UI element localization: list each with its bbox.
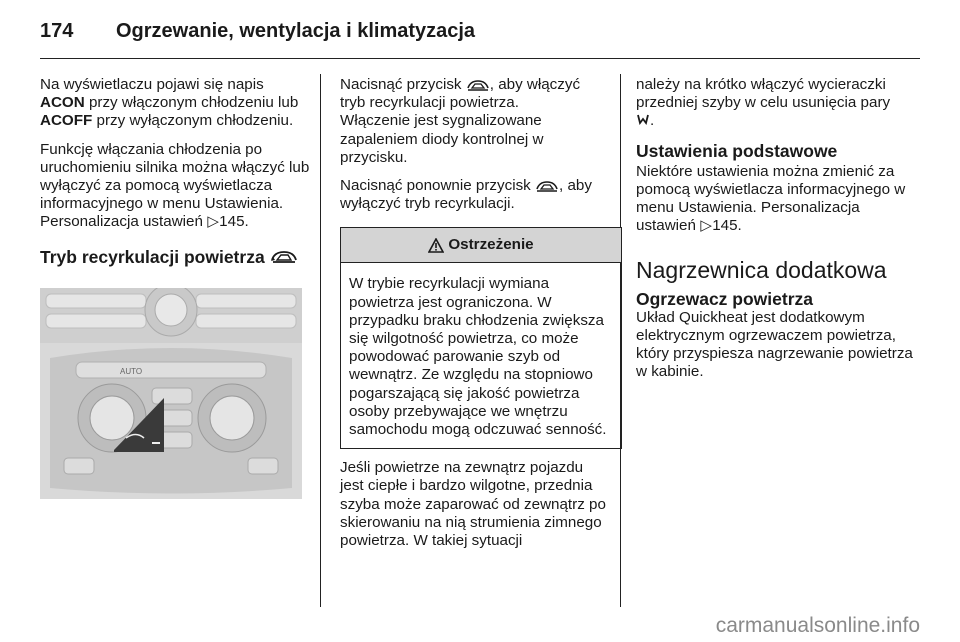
header-rule	[40, 58, 920, 59]
warning-box	[340, 227, 622, 449]
auto-label: AUTO	[120, 366, 143, 376]
paragraph-press-button	[340, 76, 606, 112]
page-title: Ogrzewanie, wentylacja i klimatyzacja	[116, 20, 476, 42]
wiper-icon	[636, 113, 650, 125]
watermark: carmanualsonline.info	[715, 614, 920, 637]
page-reference-link[interactable]: 145.	[219, 213, 249, 231]
page-header	[40, 20, 475, 43]
column-divider-1	[320, 74, 321, 607]
text-span: , aby wyłączyć tryb recyrkulacji.	[340, 177, 592, 213]
reference-arrow-icon: ▷	[700, 217, 713, 235]
acon-label: ACON	[40, 94, 85, 112]
paragraph-press-again	[340, 177, 606, 213]
acoff-label: ACOFF	[40, 112, 93, 130]
heading-recirculation	[40, 248, 312, 266]
warning-text: W trybie recyrkulacji wymiana powietrza jest ograniczona. W przypadku braku chłodzenia zwiększa się wilgotność powietrza, co może powodować parowanie szyb od wewnątrz. Ze względu na stopniowo pogarszającą się jakość powietrza osoby przebywające we wnętrzu samochodu mogą odczuwać senność.	[349, 275, 607, 439]
text-span: należy na krótko włączyć wycieraczki przedniej szyby w celu usunięcia pary	[636, 76, 891, 112]
paragraph-humid-air: Jeśli powietrze na zewnątrz pojazdu jest ciepłe i bardzo wilgotne, przednia szyba może zaparować od zewnątrz po skierowaniu na nią strumienia zimnego powietrza. W takiej sytuacji	[340, 459, 606, 550]
warning-triangle-icon	[428, 238, 444, 253]
text-span: Funkcję włączania chłodzenia po uruchomieniu silnika można włączyć lub wyłączyć za pomocą wyświetlacza informacyjnego w menu Ustawienia. Personalizacja ustawień	[40, 140, 310, 231]
recirculation-button-icon	[535, 180, 559, 193]
column-2	[340, 76, 606, 560]
paragraph-indicator: Włączenie jest sygnalizowane zapaleniem diody kontrolnej w przycisku.	[340, 112, 544, 166]
warning-header	[341, 228, 621, 263]
page-reference-link[interactable]: 145.	[712, 217, 742, 235]
text-span: , aby włączyć tryb recyrkulacji powietrza.	[340, 76, 581, 112]
page-number: 174	[40, 20, 74, 42]
text-span: Nacisnąć przycisk	[340, 76, 466, 93]
reference-arrow-icon: ▷	[207, 213, 220, 231]
column-3	[636, 76, 920, 382]
recirculation-button-icon	[466, 79, 490, 92]
climate-control-panel-photo	[40, 288, 302, 499]
heading-air-heater: Ogrzewacz powietrza	[636, 288, 813, 309]
paragraph-quickheat: Układ Quickheat jest dodatkowym elektrycznym ogrzewaczem powietrza, który przyspiesza nagrzewanie powietrza w kabinie.	[636, 308, 913, 381]
paragraph-wipers	[636, 76, 920, 112]
warning-title: Ostrzeżenie	[448, 236, 534, 254]
column-1	[40, 76, 312, 504]
heading-auxiliary-heater: Nagrzewnica dodatkowa	[636, 257, 887, 284]
text-span: Niektóre ustawienia można zmienić za pomocą wyświetlacza informacyjnego w menu Ustawienia. Personalizacja ustawień	[636, 162, 906, 235]
text-span: przy wyłączonym chłodzeniu.	[92, 112, 294, 130]
wiper-symbol-line	[636, 112, 920, 130]
paragraph-basic-settings	[636, 163, 920, 236]
period: .	[650, 112, 655, 130]
heading-text: Tryb recyrkulacji powietrza	[40, 246, 265, 267]
paragraph-acon	[40, 76, 312, 131]
text-span: przy włączonym chłodzeniu lub	[84, 94, 299, 112]
heading-basic-settings: Ustawienia podstawowe	[636, 141, 838, 162]
recirculation-car-icon	[270, 250, 298, 264]
text-span: Na wyświetlaczu pojawi się napis	[40, 76, 264, 93]
text-span: Nacisnąć ponownie przycisk	[340, 177, 535, 195]
paragraph-cooling-setting	[40, 141, 312, 232]
